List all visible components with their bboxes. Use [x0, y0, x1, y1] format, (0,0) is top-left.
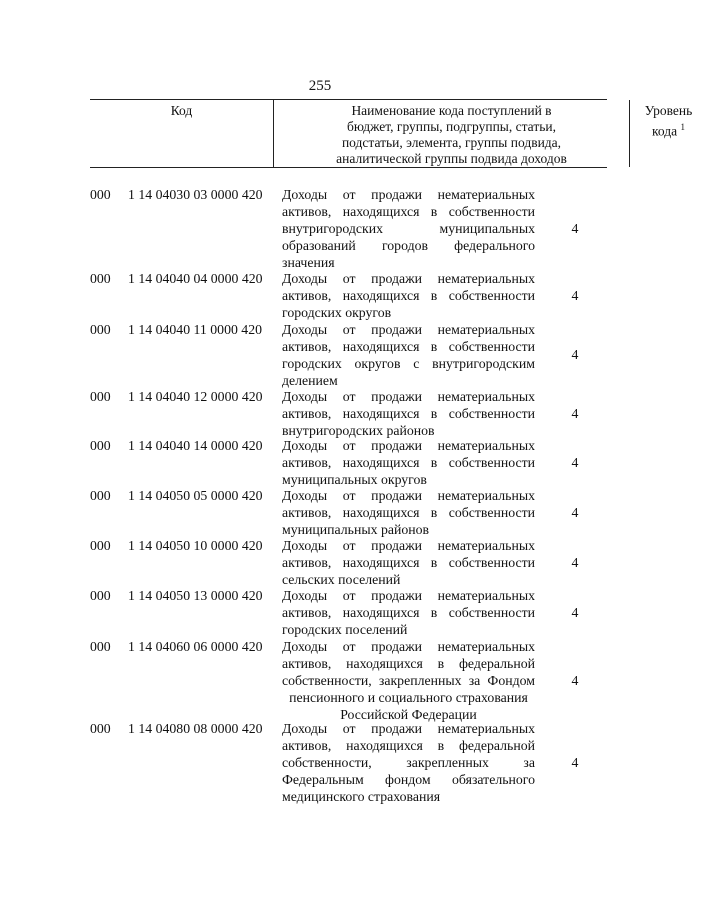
- name-line: активов, находящихся в собственности: [282, 288, 535, 303]
- name-line: активов, находящихся в собственности: [282, 605, 535, 620]
- income-name: [282, 270, 535, 321]
- income-code: 1 14 04050 10 0000 420: [128, 538, 263, 553]
- admin-code: 000: [90, 187, 111, 202]
- name-line: городских поселений: [282, 622, 408, 637]
- name-line: активов, находящихся в собственности: [282, 204, 535, 219]
- income-code: 1 14 04060 06 0000 420: [128, 639, 263, 654]
- code-level: 4: [571, 673, 579, 688]
- header-name-line: Наименование кода поступлений в: [351, 103, 552, 118]
- admin-code: 000: [90, 389, 111, 404]
- header-name-line: бюджет, группы, подгруппы, статьи,: [347, 119, 556, 134]
- income-code: 1 14 04040 04 0000 420: [128, 271, 263, 286]
- code-level: 4: [571, 288, 579, 303]
- income-name: [282, 321, 535, 389]
- header-name-line: аналитической группы подвида доходов: [336, 151, 567, 166]
- header-level: [630, 100, 707, 167]
- admin-code: 000: [90, 488, 111, 503]
- name-line: Федеральным фондом обязательного: [282, 772, 535, 787]
- code-level: 4: [571, 347, 579, 362]
- header-level-line: [630, 119, 707, 140]
- income-name: [282, 537, 535, 588]
- name-line: внутригородских районов: [282, 423, 435, 438]
- admin-code: 000: [90, 322, 111, 337]
- code-level: 4: [571, 406, 579, 421]
- income-code: 1 14 04040 11 0000 420: [128, 322, 263, 337]
- code-level: 4: [571, 221, 579, 236]
- header-name: [274, 100, 629, 167]
- admin-code: 000: [90, 721, 111, 736]
- name-line: Доходы от продажи нематериальных: [282, 588, 535, 603]
- header-level-label: кода: [652, 123, 678, 139]
- name-line: внутригородских муниципальных: [282, 221, 535, 236]
- code-level: 4: [571, 505, 579, 520]
- name-line: собственности, закрепленных за: [282, 755, 535, 770]
- name-line: делением: [282, 373, 338, 388]
- income-name: [282, 388, 535, 439]
- name-line: муниципальных округов: [282, 472, 427, 487]
- table-header: [90, 99, 693, 168]
- name-line: Доходы от продажи нематериальных: [282, 271, 535, 286]
- code-level: 4: [571, 455, 579, 470]
- name-line: собственности, закрепленных за Фондом: [282, 673, 535, 688]
- admin-code: 000: [90, 639, 111, 654]
- income-code: 1 14 04050 13 0000 420: [128, 588, 263, 603]
- name-line: муниципальных районов: [282, 522, 430, 537]
- page-number: 255: [308, 78, 332, 94]
- name-line: образований городов федерального: [282, 238, 535, 253]
- admin-code: 000: [90, 271, 111, 286]
- name-line: Доходы от продажи нематериальных: [282, 187, 535, 202]
- name-line: городских округов: [282, 305, 392, 320]
- header-code: Код: [170, 103, 193, 118]
- name-line: активов, находящихся в собственности: [282, 555, 535, 570]
- name-line: Доходы от продажи нематериальных: [282, 721, 535, 736]
- income-code: 1 14 04040 14 0000 420: [128, 438, 263, 453]
- name-line: медицинского страхования: [282, 789, 441, 804]
- name-line: Доходы от продажи нематериальных: [282, 389, 535, 404]
- header-level-line: Уровень: [644, 103, 693, 118]
- name-line: Доходы от продажи нематериальных: [282, 438, 535, 453]
- income-code: 1 14 04030 03 0000 420: [128, 187, 263, 202]
- name-line: активов, находящихся в федеральной: [282, 738, 535, 753]
- footnote-mark: 1: [680, 122, 685, 132]
- income-name: [282, 186, 535, 271]
- name-line: Российской Федерации: [340, 707, 477, 722]
- name-line: активов, находящихся в федеральной: [282, 656, 535, 671]
- name-line: Доходы от продажи нематериальных: [282, 322, 535, 337]
- name-line: активов, находящихся в собственности: [282, 455, 535, 470]
- income-name: [282, 638, 535, 723]
- name-line: активов, находящихся в собственности: [282, 505, 535, 520]
- name-line: значения: [282, 255, 335, 270]
- income-name: [282, 587, 535, 638]
- name-line: активов, находящихся в собственности: [282, 406, 535, 421]
- income-code: 1 14 04080 08 0000 420: [128, 721, 263, 736]
- name-line: сельских поселений: [282, 572, 401, 587]
- name-line: Доходы от продажи нематериальных: [282, 488, 535, 503]
- admin-code: 000: [90, 438, 111, 453]
- admin-code: 000: [90, 588, 111, 603]
- name-line: активов, находящихся в собственности: [282, 339, 535, 354]
- income-name: [282, 487, 535, 538]
- name-line: пенсионного и социального страхования: [289, 690, 528, 705]
- code-level: 4: [571, 555, 579, 570]
- name-line: городских округов с внутригородским: [282, 356, 535, 371]
- income-code: 1 14 04040 12 0000 420: [128, 389, 263, 404]
- income-name: [282, 437, 535, 488]
- code-level: 4: [571, 755, 579, 770]
- code-level: 4: [571, 605, 579, 620]
- income-code: 1 14 04050 05 0000 420: [128, 488, 263, 503]
- income-name: [282, 720, 535, 805]
- header-name-line: подстатьи, элемента, группы подвида,: [341, 135, 562, 150]
- name-line: Доходы от продажи нематериальных: [282, 639, 535, 654]
- admin-code: 000: [90, 538, 111, 553]
- name-line: Доходы от продажи нематериальных: [282, 538, 535, 553]
